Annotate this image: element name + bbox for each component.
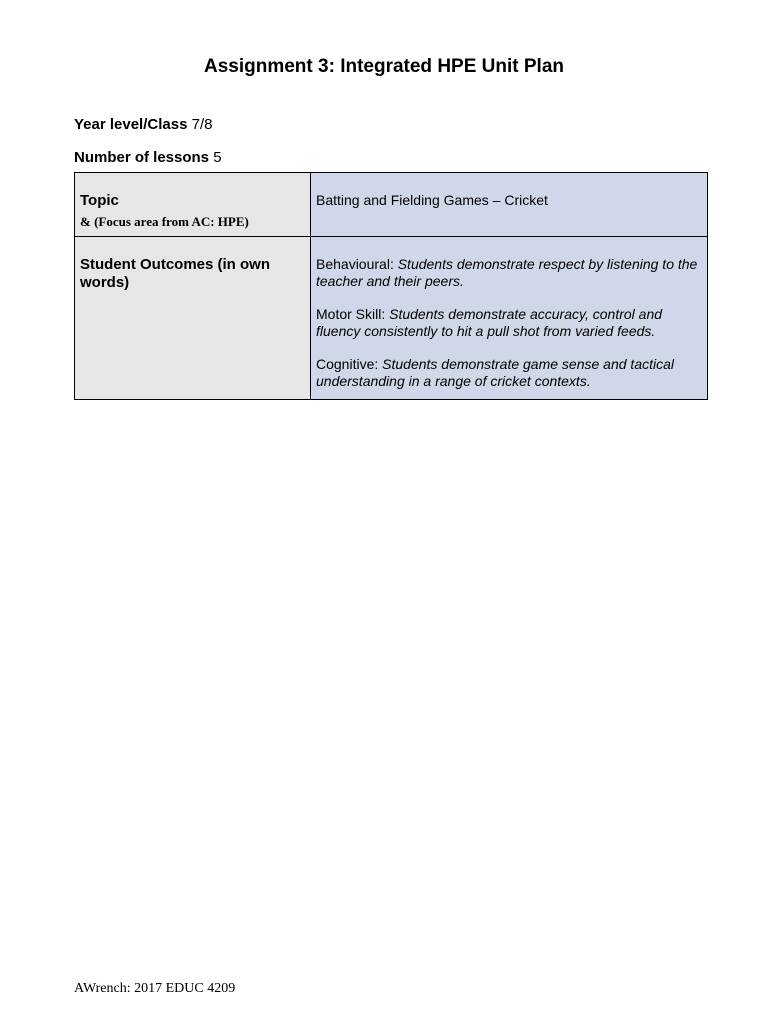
outcome-behavioural: [316, 256, 702, 289]
outcome-description: Students demonstrate accuracy, control and fluency consistently to hit a pull shot from varied feeds.: [316, 306, 663, 339]
topic-label-cell: [75, 173, 311, 237]
outcomes-label-cell: [75, 237, 311, 400]
topic-value-cell: [311, 173, 708, 237]
year-level-label: Year level/Class: [74, 116, 188, 133]
outcome-description: Students demonstrate game sense and tactical understanding in a range of cricket contexts.: [316, 356, 674, 389]
document-title: Assignment 3: Integrated HPE Unit Plan: [204, 56, 564, 77]
year-level-value: 7/8: [191, 116, 213, 133]
lessons-line: [74, 149, 222, 166]
outcome-motor-skill: [316, 306, 702, 339]
outcome-domain: Motor Skill:: [316, 306, 386, 322]
outcome-domain: Cognitive:: [316, 356, 379, 372]
topic-value: Batting and Fielding Games – Cricket: [316, 192, 548, 208]
topic-row: [75, 173, 708, 237]
outcome-description: Students demonstrate respect by listening to the teacher and their peers.: [316, 256, 698, 289]
lessons-label: Number of lessons: [74, 149, 210, 166]
outcome-cognitive: [316, 356, 702, 389]
outcome-domain: Behavioural:: [316, 256, 394, 272]
lessons-value: 5: [213, 149, 222, 166]
topic-label: Topic: [80, 192, 119, 209]
outcomes-row: [75, 237, 708, 400]
unit-plan-table: [74, 172, 708, 400]
year-level-line: [74, 116, 212, 133]
outcomes-value-cell: [311, 237, 708, 400]
focus-area-note: & (Focus area from AC: HPE): [80, 214, 249, 229]
page-footer: AWrench: 2017 EDUC 4209: [74, 981, 236, 996]
outcomes-label: Student Outcomes (in own words): [80, 256, 270, 291]
